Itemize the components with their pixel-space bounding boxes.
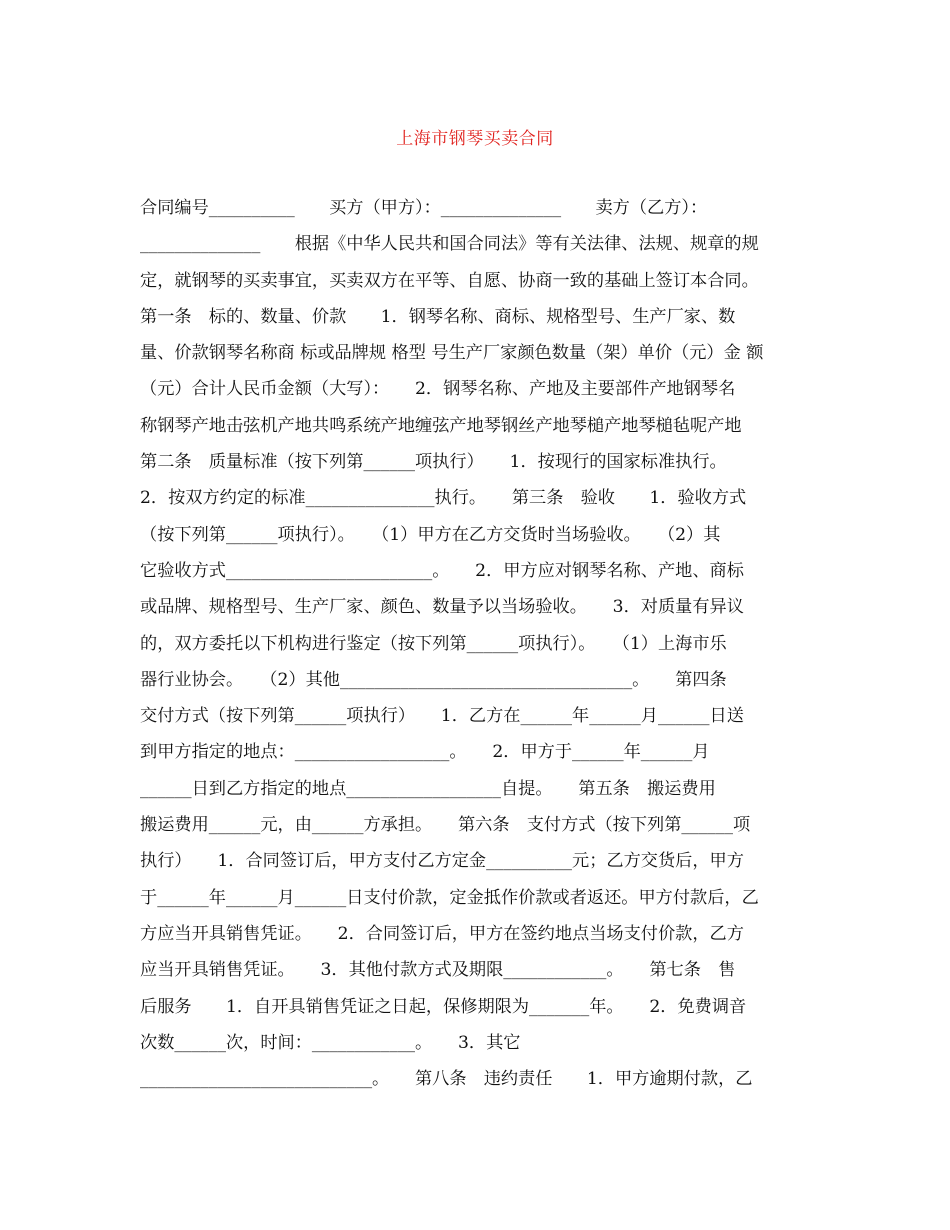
text-line: 后服务 1．自开具销售凭证之日起，保修期限为_______年。 2．免费调音 (140, 996, 747, 1017)
text-line: 它验收方式________________________。 2．甲方应对钢琴名称、产地、商标 (140, 560, 744, 581)
text-line: 第二条 质量标准（按下列第______项执行） 1．按现行的国家标准执行。 (140, 452, 727, 473)
text-line: 应当开具销售凭证。 3．其他付款方式及期限____________。 第七条 售 (140, 960, 736, 981)
text-line: ______________ 根据《中华人民共和国合同法》等有关法律、法规、规章的规 (140, 234, 759, 255)
text-line: 方应当开具销售凭证。 2．合同签订后，甲方在签约地点当场支付价款，乙方 (140, 923, 744, 944)
text-line: 于______年______月______日支付价款，定金抵作价款或者返还。甲方付款后，乙 (140, 887, 759, 908)
text-line: 执行） 1．合同签订后，甲方支付乙方定金__________元；乙方交货后，甲方 (140, 851, 744, 872)
text-line: 的，双方委托以下机构进行鉴定（按下列第______项执行）。 （1）上海市乐 (140, 633, 727, 654)
text-line: 量、价款钢琴名称商 标或品牌规 格型 号生产厂家颜色数量（架）单价（元）金 额 (140, 343, 764, 364)
text-line: 2．按双方约定的标准_______________执行。 第三条 验收 1．验收方式 (140, 488, 747, 509)
text-line: 器行业协会。 （2）其他__________________________________。 第四条 (140, 669, 727, 690)
text-line: 次数______次，时间：____________。 3．其它 (140, 1032, 521, 1053)
text-line: ___________________________。 第八条 违约责任 1．甲方逾期付款，乙 (140, 1069, 753, 1090)
text-line: 合同编号__________ 买方（甲方）：______________ 卖方（乙方）： (140, 198, 708, 218)
text-line: ______日到乙方指定的地点__________________自提。 第五条 搬运费用 (140, 778, 716, 799)
text-line: （按下列第______项执行）。 （1）甲方在乙方交货时当场验收。 （2）其 (140, 524, 721, 545)
document-title: 上海市钢琴买卖合同 (396, 129, 554, 149)
contract-body (140, 190, 812, 1097)
text-line: 第一条 标的、数量、价款 1．钢琴名称、商标、规格型号、生产厂家、数 (140, 306, 736, 327)
text-line: 定，就钢琴的买卖事宜，买卖双方在平等、自愿、协商一致的基础上签订本合同。 (140, 270, 759, 291)
text-line: 称钢琴产地击弦机产地共鸣系统产地缠弦产地琴钢丝产地琴槌产地琴槌毡呢产地 (140, 415, 742, 436)
text-line: （元）合计人民币金额（大写）： 2．钢琴名称、产地及主要部件产地钢琴名 (140, 379, 736, 400)
text-line: 交付方式（按下列第______项执行） 1．乙方在______年______月______日送 (140, 706, 744, 727)
text-line: 搬运费用______元，由______方承担。 第六条 支付方式（按下列第______项 (140, 815, 751, 836)
text-line: 或品牌、规格型号、生产厂家、颜色、数量予以当场验收。 3．对质量有异议 (140, 597, 744, 618)
text-line: 到甲方指定的地点：__________________。 2．甲方于______年______月 (140, 742, 710, 763)
